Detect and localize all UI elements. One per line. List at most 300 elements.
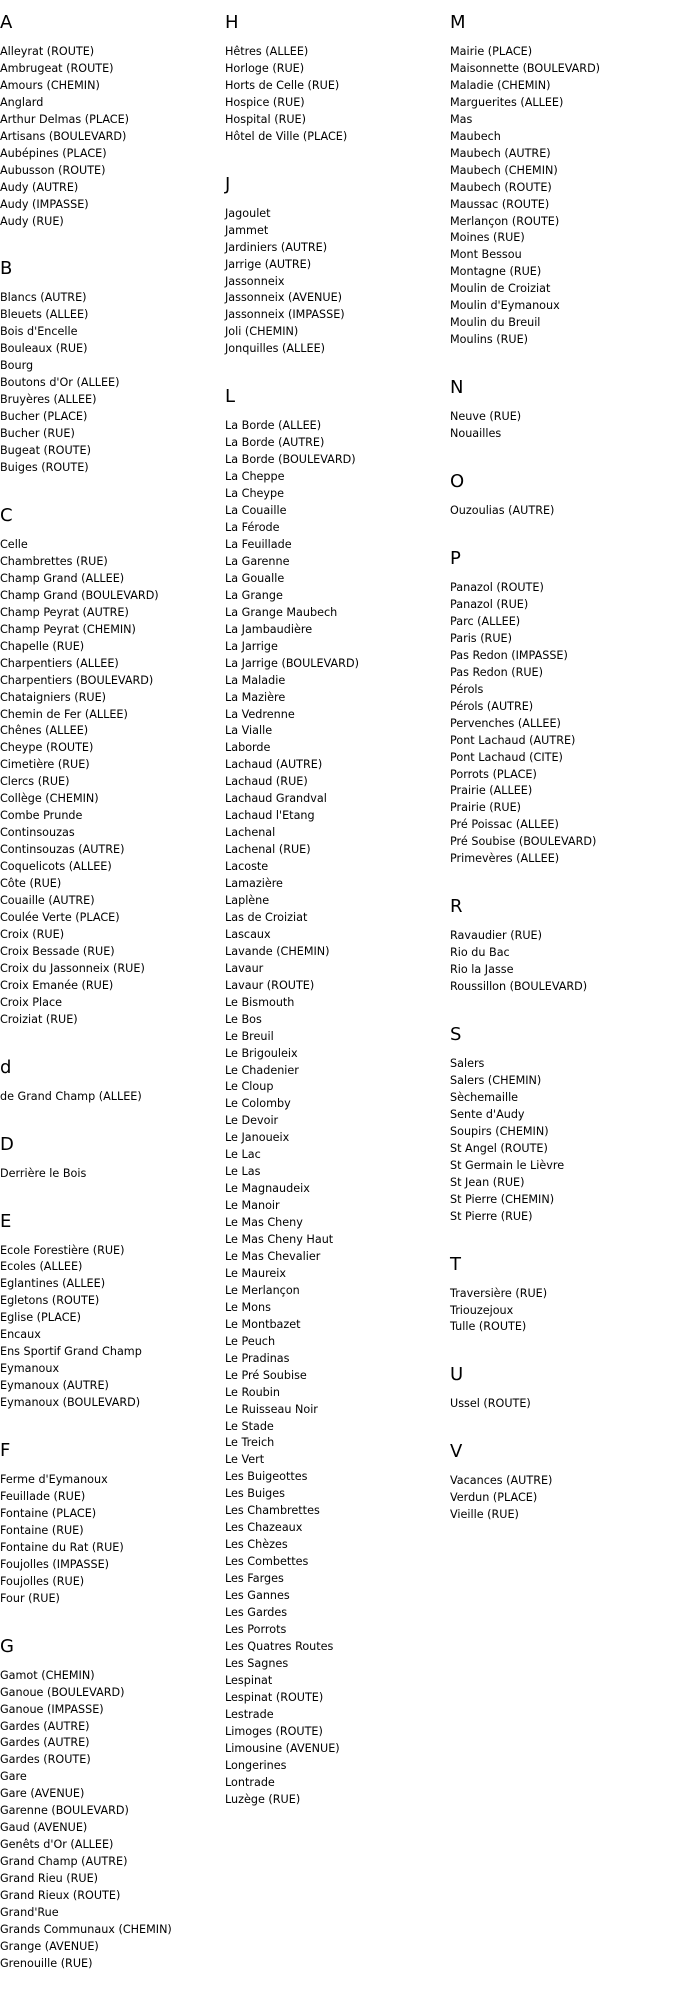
section-letter-heading: G (0, 1635, 14, 1657)
street-name: Moulins (RUE) (450, 333, 529, 347)
street-name: Eymanoux (0, 1362, 60, 1376)
street-name: Mont Bessou (450, 248, 522, 262)
street-name: Pont Lachaud (AUTRE) (450, 733, 576, 747)
street-list (450, 503, 600, 520)
street-name: Eglantines (ALLEE) (0, 1277, 106, 1291)
street-list (450, 1473, 600, 1524)
street-name: Panazol (RUE) (450, 597, 529, 611)
section-letter-heading: U (450, 1364, 464, 1386)
street-name: Foujolles (IMPASSE) (0, 1557, 110, 1571)
street-name: Ganoue (BOULEVARD) (0, 1685, 125, 1699)
street-name: Le Breuil (225, 1029, 274, 1043)
street-name: Lacoste (225, 860, 269, 874)
street-name: Sente d'Audy (450, 1107, 525, 1121)
street-name: Aubusson (ROUTE) (0, 163, 106, 177)
street-name: Pas Redon (IMPASSE) (450, 648, 568, 662)
street-name: La Feuillade (225, 537, 292, 551)
street-name: Moulin du Breuil (450, 316, 541, 330)
street-name: La Couaille (225, 504, 287, 518)
street-name: Champ Peyrat (CHEMIN) (0, 622, 136, 636)
street-name: Moulin d'Eymanoux (450, 299, 560, 313)
street-list (225, 206, 359, 359)
street-name: Le Devoir (225, 1114, 279, 1128)
street-name: Eymanoux (BOULEVARD) (0, 1396, 141, 1410)
letter-section (0, 1134, 172, 1183)
street-name: Lamazière (225, 877, 283, 891)
street-name: Croix du Jassonneix (RUE) (0, 961, 145, 975)
street-name: Genêts d'Or (ALLEE) (0, 1838, 114, 1852)
street-name: Ravaudier (RUE) (450, 929, 542, 943)
section-letter-heading: L (225, 386, 236, 408)
street-name: Celle (0, 537, 28, 551)
street-name: Hêtres (ALLEE) (225, 45, 309, 58)
street-name: Pervenches (ALLEE) (450, 716, 561, 730)
street-name: Ecole Forestière (RUE) (0, 1243, 125, 1257)
street-name: Cheype (ROUTE) (0, 741, 94, 755)
street-name: Coulée Verte (PLACE) (0, 910, 120, 924)
street-name: Continsouzas (0, 826, 75, 840)
street-name: Maubech (CHEMIN) (450, 163, 558, 177)
street-name: Grands Communaux (CHEMIN) (0, 1922, 172, 1936)
letter-section (0, 258, 172, 476)
street-name: Clercs (RUE) (0, 775, 70, 789)
street-name: Primevères (ALLEE) (450, 852, 560, 866)
street-name: Pont Lachaud (CITE) (450, 750, 563, 764)
street-name: Les Gannes (225, 1589, 290, 1603)
section-letter-heading: N (450, 377, 464, 399)
street-name: Moines (RUE) (450, 231, 525, 245)
street-name: Sèchemaille (450, 1090, 519, 1104)
section-letter-heading: J (225, 173, 231, 195)
street-name: Hospital (RUE) (225, 112, 306, 126)
street-name: Fontaine (PLACE) (0, 1506, 97, 1520)
street-name: Chambrettes (RUE) (0, 554, 108, 568)
street-name: Moulin de Croiziat (450, 282, 551, 296)
street-name: Le Roubin (225, 1385, 280, 1399)
street-name: Limoges (ROUTE) (225, 1724, 323, 1738)
street-name: Eymanoux (AUTRE) (0, 1379, 109, 1393)
street-name: Croix Place (0, 995, 63, 1009)
street-name: Coquelicots (ALLEE) (0, 860, 112, 874)
street-name: Grand Rieux (ROUTE) (0, 1889, 121, 1903)
street-name: Le Lac (225, 1148, 261, 1162)
street-name: Combe Prunde (0, 809, 83, 823)
street-name: Croiziat (RUE) (0, 1012, 78, 1026)
street-name: Boutons d'Or (ALLEE) (0, 376, 120, 390)
street-name: Lespinat (ROUTE) (225, 1690, 324, 1704)
street-index-column-3 (450, 12, 600, 1552)
street-name: Le Magnaudeix (225, 1182, 310, 1196)
section-letter-heading: H (225, 12, 239, 33)
street-name: Grenouille (RUE) (0, 1956, 93, 1970)
section-letter-heading: P (450, 548, 461, 570)
street-name: Las de Croiziat (225, 910, 308, 924)
street-name: Gaud (AVENUE) (0, 1821, 88, 1835)
street-name: Les Sagnes (225, 1656, 289, 1670)
street-list (0, 1089, 172, 1106)
street-name: Lestrade (225, 1707, 274, 1721)
section-letter-heading: F (0, 1440, 11, 1462)
street-list (0, 290, 172, 476)
street-name: Gardes (AUTRE) (0, 1719, 90, 1733)
street-name: Lontrade (225, 1775, 275, 1789)
letter-section (450, 548, 600, 868)
letter-section (225, 386, 359, 1808)
letter-section (450, 12, 600, 349)
street-name: Les Farges (225, 1572, 284, 1586)
street-name: Encaux (0, 1328, 41, 1342)
section-letter-heading: B (0, 258, 13, 280)
letter-section (0, 1211, 172, 1413)
street-name: Arthur Delmas (PLACE) (0, 112, 130, 126)
street-name: Mas (450, 112, 473, 126)
street-name: Le Brigouleix (225, 1046, 298, 1060)
street-name: Audy (AUTRE) (0, 180, 79, 194)
section-letter-heading: O (450, 471, 465, 493)
street-name: Jagoulet (225, 206, 271, 220)
letter-section (225, 174, 359, 359)
street-name: Eglise (PLACE) (0, 1311, 81, 1325)
letter-section (0, 12, 172, 230)
street-name: Cimetière (RUE) (0, 758, 90, 772)
street-name: Gardes (ROUTE) (0, 1753, 91, 1767)
street-name: La Vedrenne (225, 707, 295, 721)
street-list (450, 1396, 600, 1413)
street-list (0, 1243, 172, 1413)
street-name: La Jarrige (225, 639, 278, 653)
street-name: Le Maureix (225, 1266, 287, 1280)
street-name: Ganoue (IMPASSE) (0, 1702, 104, 1716)
street-name: Les Combettes (225, 1555, 309, 1569)
street-name: Le Mons (225, 1300, 271, 1314)
street-name: Le Mas Cheny (225, 1216, 303, 1230)
street-list (0, 1668, 172, 1973)
street-name: Ussel (ROUTE) (450, 1397, 531, 1411)
street-name: Le Treich (225, 1436, 275, 1450)
street-name: Gamot (CHEMIN) (0, 1668, 95, 1682)
street-name: Le Stade (225, 1419, 274, 1433)
street-name: Mairie (PLACE) (450, 45, 533, 58)
section-letter-heading: A (0, 12, 13, 33)
street-name: Champ Grand (BOULEVARD) (0, 588, 159, 602)
street-list (450, 928, 600, 996)
street-name: La Borde (BOULEVARD) (225, 453, 356, 467)
street-name: Pérols (450, 682, 484, 696)
street-list (225, 44, 359, 146)
street-name: Charpentiers (ALLEE) (0, 656, 119, 670)
street-name: Alleyrat (ROUTE) (0, 45, 95, 58)
street-list (450, 409, 600, 443)
street-name: Ecoles (ALLEE) (0, 1260, 83, 1274)
street-name: Horloge (RUE) (225, 61, 305, 75)
street-name: Champ Peyrat (AUTRE) (0, 605, 129, 619)
street-name: Fontaine du Rat (RUE) (0, 1540, 124, 1554)
street-name: Fontaine (RUE) (0, 1523, 84, 1537)
street-name: Hospice (RUE) (225, 95, 305, 109)
street-name: Le Chadenier (225, 1063, 299, 1077)
street-name: La Jambaudière (225, 622, 313, 636)
street-name: Les Buiges (225, 1487, 285, 1501)
street-name: Jarrige (AUTRE) (225, 257, 312, 271)
street-name: Jassonneix (AVENUE) (225, 291, 343, 305)
street-name: St Germain le Lièvre (450, 1158, 565, 1172)
street-name: La Vialle (225, 724, 273, 738)
street-name: Egletons (ROUTE) (0, 1294, 100, 1308)
letter-section (450, 377, 600, 443)
street-name: Neuve (RUE) (450, 410, 522, 424)
street-name: Le Ruisseau Noir (225, 1402, 318, 1416)
street-name: Ens Sportif Grand Champ (0, 1345, 142, 1359)
street-name: Blancs (AUTRE) (0, 291, 87, 305)
letter-section (0, 1057, 172, 1106)
street-name: Rio la Jasse (450, 963, 514, 977)
street-name: Couaille (AUTRE) (0, 893, 95, 907)
letter-section (0, 1440, 172, 1608)
street-name: Jassonneix (225, 274, 285, 288)
street-name: Buiges (ROUTE) (0, 461, 89, 475)
street-name: Jammet (225, 223, 269, 237)
street-name: Marguerites (ALLEE) (450, 95, 564, 109)
street-name: Le Las (225, 1165, 261, 1179)
letter-section (450, 1254, 600, 1337)
street-list (0, 537, 172, 1029)
section-letter-heading: T (450, 1253, 461, 1275)
street-name: La Grange Maubech (225, 605, 338, 619)
street-name: Garenne (BOULEVARD) (0, 1804, 129, 1818)
street-name: Bouleaux (RUE) (0, 342, 88, 356)
street-name: Tulle (ROUTE) (450, 1320, 527, 1334)
street-name: Bruyères (ALLEE) (0, 393, 97, 407)
section-letter-heading: S (450, 1024, 462, 1046)
street-name: Les Chèzes (225, 1538, 288, 1552)
street-name: Anglard (0, 95, 44, 109)
street-name: Lespinat (225, 1673, 273, 1687)
street-name: Maussac (ROUTE) (450, 197, 550, 211)
street-list (0, 1472, 172, 1608)
street-list (450, 580, 600, 868)
street-name: St Angel (ROUTE) (450, 1141, 548, 1155)
section-letter-heading: R (450, 896, 463, 918)
street-name: Vieille (RUE) (450, 1508, 519, 1522)
street-name: Bugeat (ROUTE) (0, 444, 91, 458)
street-name: Ambrugeat (ROUTE) (0, 61, 114, 75)
street-name: La Mazière (225, 690, 286, 704)
street-name: Foujolles (RUE) (0, 1574, 85, 1588)
street-name: Lavaur (ROUTE) (225, 978, 315, 992)
street-name: La Maladie (225, 673, 286, 687)
street-name: Le Peuch (225, 1334, 276, 1348)
street-name: Chênes (ALLEE) (0, 724, 89, 738)
street-name: Parc (ALLEE) (450, 614, 521, 628)
street-name: La Férode (225, 521, 280, 535)
street-name: Derrière le Bois (0, 1166, 87, 1180)
street-index-column-1 (0, 12, 172, 2001)
street-name: Pérols (AUTRE) (450, 699, 534, 713)
street-name: Ferme d'Eymanoux (0, 1473, 108, 1487)
section-letter-heading: d (0, 1056, 12, 1078)
street-name: Le Mas Cheny Haut (225, 1233, 334, 1247)
street-name: de Grand Champ (ALLEE) (0, 1089, 142, 1103)
street-name: Maubech (AUTRE) (450, 146, 551, 160)
street-name: Amours (CHEMIN) (0, 78, 100, 92)
street-name: Merlançon (ROUTE) (450, 214, 560, 228)
street-name: Le Bos (225, 1012, 262, 1026)
street-name: Lachenal (RUE) (225, 843, 311, 857)
street-name: Roussillon (BOULEVARD) (450, 980, 588, 994)
street-name: Le Colomby (225, 1097, 291, 1111)
street-name: Artisans (BOULEVARD) (0, 129, 127, 143)
street-name: Les Buigeottes (225, 1470, 308, 1484)
street-name: Chapelle (RUE) (0, 639, 85, 653)
street-name: Le Bismouth (225, 995, 295, 1009)
street-name: Jardiniers (AUTRE) (225, 240, 328, 254)
street-name: Pré Soubise (BOULEVARD) (450, 835, 597, 849)
letter-section (450, 896, 600, 996)
street-name: Maubech (ROUTE) (450, 180, 552, 194)
street-name: Le Merlançon (225, 1283, 300, 1297)
street-name: Le Pradinas (225, 1351, 290, 1365)
street-name: Les Gardes (225, 1606, 288, 1620)
street-name: Soupirs (CHEMIN) (450, 1124, 549, 1138)
street-list (450, 1286, 600, 1337)
street-name: Le Manoir (225, 1199, 280, 1213)
street-name: Verdun (PLACE) (450, 1491, 538, 1505)
street-name: Horts de Celle (RUE) (225, 78, 340, 92)
street-list (0, 44, 172, 230)
street-name: Bois d'Encelle (0, 325, 78, 339)
street-name: Collège (CHEMIN) (0, 792, 99, 806)
street-name: Laplène (225, 893, 270, 907)
street-name: Les Chambrettes (225, 1504, 320, 1518)
street-name: Lachaud l'Etang (225, 809, 315, 823)
street-name: Longerines (225, 1758, 287, 1772)
street-name: Nouailles (450, 427, 502, 441)
street-name: Bleuets (ALLEE) (0, 308, 89, 322)
section-letter-heading: V (450, 1441, 463, 1463)
street-name: Bucher (PLACE) (0, 410, 88, 424)
street-name: Chemin de Fer (ALLEE) (0, 707, 128, 721)
street-name: Limousine (AVENUE) (225, 1741, 340, 1755)
street-name: St Pierre (RUE) (450, 1209, 533, 1223)
street-name: Croix Bessade (RUE) (0, 944, 115, 958)
street-name: Grange (AVENUE) (0, 1939, 99, 1953)
street-name: Maisonnette (BOULEVARD) (450, 61, 601, 75)
street-name: Laborde (225, 741, 271, 755)
street-name: Lavaur (225, 961, 264, 975)
letter-section (450, 1364, 600, 1413)
street-name: Champ Grand (ALLEE) (0, 571, 125, 585)
street-name: La Jarrige (BOULEVARD) (225, 656, 359, 670)
section-letter-heading: M (450, 12, 466, 33)
street-name: Ouzoulias (AUTRE) (450, 504, 555, 518)
street-name: Le Pré Soubise (225, 1368, 307, 1382)
street-name: Vacances (AUTRE) (450, 1474, 553, 1488)
street-name: Four (RUE) (0, 1591, 60, 1605)
street-name: La Garenne (225, 554, 290, 568)
street-name: Maladie (CHEMIN) (450, 78, 551, 92)
street-index-column-2 (225, 12, 359, 1836)
street-name: Triouzejoux (450, 1303, 514, 1317)
street-name: Bourg (0, 359, 34, 373)
street-name: Chataigniers (RUE) (0, 690, 107, 704)
street-name: Audy (IMPASSE) (0, 197, 89, 211)
street-name: Jonquilles (ALLEE) (225, 342, 326, 356)
street-name: Pré Poissac (ALLEE) (450, 818, 559, 832)
street-name: Paris (RUE) (450, 631, 512, 645)
letter-section (225, 12, 359, 146)
street-name: Luzège (RUE) (225, 1792, 301, 1806)
street-name: La Grange (225, 588, 283, 602)
street-name: La Cheype (225, 487, 285, 501)
street-name: La Goualle (225, 571, 285, 585)
street-name: Les Porrots (225, 1622, 287, 1636)
letter-section (450, 1441, 600, 1524)
street-name: Lavande (CHEMIN) (225, 944, 330, 958)
street-name: Gare (0, 1770, 27, 1784)
letter-section (450, 1024, 600, 1226)
street-list (450, 44, 600, 349)
street-name: Lachenal (225, 826, 276, 840)
street-name: Les Chazeaux (225, 1521, 303, 1535)
letter-section (450, 471, 600, 520)
section-letter-heading: D (0, 1133, 14, 1155)
section-letter-heading: C (0, 504, 13, 526)
street-name: Prairie (ALLEE) (450, 784, 533, 798)
street-name: Panazol (ROUTE) (450, 581, 544, 595)
street-name: La Borde (AUTRE) (225, 436, 325, 450)
street-name: Gare (AVENUE) (0, 1787, 85, 1801)
street-name: Lachaud Grandval (225, 792, 327, 806)
street-name: Lascaux (225, 927, 271, 941)
street-name: Le Vert (225, 1453, 265, 1467)
street-name: Le Montbazet (225, 1317, 301, 1331)
street-name: La Cheppe (225, 470, 285, 484)
street-name: Le Janoueix (225, 1131, 290, 1145)
street-name: Grand Champ (AUTRE) (0, 1855, 128, 1869)
street-name: Continsouzas (AUTRE) (0, 843, 125, 857)
street-name: St Jean (RUE) (450, 1175, 525, 1189)
letter-section (0, 1636, 172, 1973)
street-list (225, 418, 359, 1808)
street-name: Charpentiers (BOULEVARD) (0, 673, 154, 687)
street-name: Aubépines (PLACE) (0, 146, 107, 160)
street-name: Audy (RUE) (0, 214, 64, 228)
street-name: Prairie (RUE) (450, 801, 522, 815)
street-name: St Pierre (CHEMIN) (450, 1192, 555, 1206)
street-name: Le Cloup (225, 1080, 274, 1094)
street-name: Grand Rieu (RUE) (0, 1872, 99, 1886)
street-name: Joli (CHEMIN) (225, 325, 299, 339)
street-name: Gardes (AUTRE) (0, 1736, 90, 1750)
street-name: Grand'Rue (0, 1906, 59, 1920)
street-name: Le Mas Chevalier (225, 1250, 321, 1263)
street-name: Lachaud (RUE) (225, 775, 308, 789)
street-name: La Borde (ALLEE) (225, 419, 322, 433)
street-list (450, 1056, 600, 1226)
street-name: Traversière (RUE) (450, 1286, 548, 1300)
letter-section (0, 505, 172, 1029)
street-name: Pas Redon (RUE) (450, 665, 543, 679)
street-name: Salers (450, 1057, 485, 1071)
section-letter-heading: E (0, 1210, 12, 1232)
street-list (0, 1166, 172, 1183)
street-name: Croix Emanée (RUE) (0, 978, 114, 992)
street-name: Jassonneix (IMPASSE) (225, 308, 345, 322)
street-name: Maubech (450, 129, 501, 143)
street-name: Salers (CHEMIN) (450, 1073, 542, 1087)
street-name: Croix (RUE) (0, 927, 65, 941)
street-name: Hôtel de Ville (PLACE) (225, 129, 348, 143)
